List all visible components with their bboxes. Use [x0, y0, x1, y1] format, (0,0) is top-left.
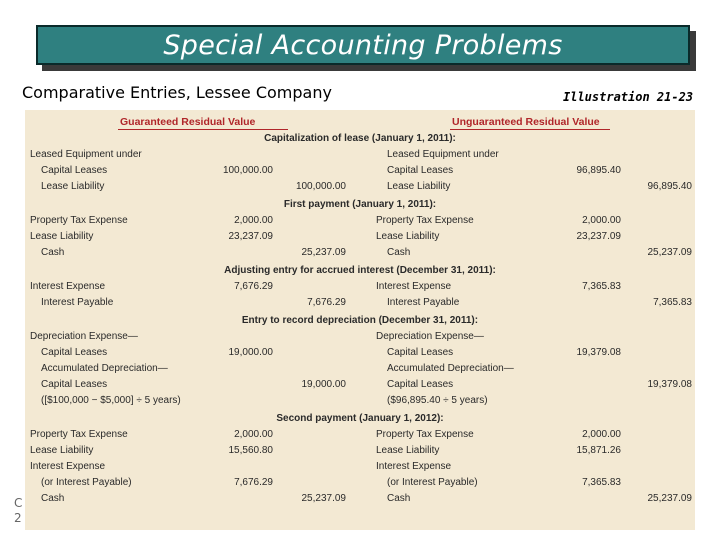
page-title: Special Accounting Problems [163, 29, 563, 61]
left-account: Property Tax Expense [30, 215, 128, 226]
right-debit: 19,379.08 [576, 347, 621, 358]
entry-row [25, 362, 695, 376]
right-account: (or Interest Payable) [387, 477, 478, 488]
section-title: First payment (January 1, 2011): [283, 199, 437, 210]
guaranteed-header: Guaranteed Residual Value [120, 116, 256, 128]
left-debit: 15,560.80 [228, 445, 273, 456]
right-account: Lease Liability [376, 231, 440, 242]
left-account: Cash [41, 493, 65, 504]
entry-row [25, 148, 695, 162]
left-account: Leased Equipment under [30, 149, 142, 160]
right-account: Property Tax Expense [376, 215, 474, 226]
footer-fragment: 2 [14, 511, 22, 525]
illustration-label: Illustration 21-23 [563, 90, 694, 104]
left-debit: 7,676.29 [234, 281, 273, 292]
left-credit: 25,237.09 [301, 247, 346, 258]
left-account: Capital Leases [41, 347, 108, 358]
section-title-row [25, 132, 695, 146]
left-debit: 7,676.29 [234, 477, 273, 488]
left-account: Property Tax Expense [30, 429, 128, 440]
right-debit: 7,365.83 [582, 477, 621, 488]
right-credit: 25,237.09 [647, 247, 692, 258]
right-credit: 25,237.09 [647, 493, 692, 504]
section-title-row [25, 412, 695, 426]
left-account: Interest Expense [30, 461, 106, 472]
right-credit: 7,365.83 [653, 297, 692, 308]
right-debit: 23,237.09 [576, 231, 621, 242]
left-credit: 25,237.09 [301, 493, 346, 504]
left-debit: 23,237.09 [228, 231, 273, 242]
left-account: Lease Liability [41, 181, 105, 192]
right-account: Cash [387, 493, 411, 504]
section-title-row [25, 198, 695, 212]
left-account: Lease Liability [30, 231, 94, 242]
right-account: Accumulated Depreciation— [387, 363, 514, 374]
right-account: Capital Leases [387, 379, 454, 390]
entry-row [25, 296, 695, 310]
section-title: Second payment (January 1, 2012): [276, 413, 444, 424]
left-account: (or Interest Payable) [41, 477, 132, 488]
left-account: Capital Leases [41, 165, 108, 176]
section-title: Adjusting entry for accrued interest (December 31, 2011): [224, 265, 496, 276]
right-account: Cash [387, 247, 411, 258]
right-account: Lease Liability [387, 181, 451, 192]
left-credit: 100,000.00 [295, 181, 346, 192]
entry-row [25, 444, 695, 458]
entry-row [25, 246, 695, 260]
left-account: Lease Liability [30, 445, 94, 456]
right-account: Depreciation Expense— [376, 331, 484, 342]
right-account: ($96,895.40 ÷ 5 years) [387, 395, 488, 406]
right-account: Leased Equipment under [387, 149, 499, 160]
entry-row [25, 230, 695, 244]
left-credit: 7,676.29 [307, 297, 346, 308]
entry-row [25, 346, 695, 360]
left-account: Capital Leases [41, 379, 108, 390]
header-underline [450, 129, 610, 130]
section-title-row [25, 264, 695, 278]
entry-row [25, 476, 695, 490]
right-account: Interest Expense [376, 281, 452, 292]
left-credit: 19,000.00 [301, 379, 346, 390]
left-account: Cash [41, 247, 65, 258]
entry-row [25, 460, 695, 474]
header-underline [118, 129, 288, 130]
section-title: Entry to record depreciation (December 31, 2011): [241, 315, 479, 326]
right-account: Lease Liability [376, 445, 440, 456]
entry-row [25, 164, 695, 178]
right-debit: 7,365.83 [582, 281, 621, 292]
left-account: ([$100,000 − $5,000] ÷ 5 years) [41, 395, 181, 406]
entry-row [25, 378, 695, 392]
title-banner [36, 25, 690, 65]
entry-row [25, 428, 695, 442]
entry-row [25, 492, 695, 506]
entry-row [25, 330, 695, 344]
section-title: Capitalization of lease (January 1, 2011): [264, 133, 456, 144]
right-debit: 96,895.40 [576, 165, 621, 176]
journal-entries-table [25, 110, 695, 530]
left-account: Depreciation Expense— [30, 331, 138, 342]
footer-fragment: C [14, 496, 23, 510]
left-account: Interest Expense [30, 281, 106, 292]
left-debit: 19,000.00 [228, 347, 273, 358]
entry-row [25, 180, 695, 194]
right-debit: 15,871.26 [576, 445, 621, 456]
right-account: Property Tax Expense [376, 429, 474, 440]
right-debit: 2,000.00 [582, 215, 621, 226]
right-account: Interest Payable [387, 297, 460, 308]
right-debit: 2,000.00 [582, 429, 621, 440]
left-account: Accumulated Depreciation— [41, 363, 168, 374]
left-debit: 100,000.00 [222, 165, 273, 176]
left-debit: 2,000.00 [234, 215, 273, 226]
section-title-row [25, 314, 695, 328]
left-account: Interest Payable [41, 297, 114, 308]
right-account: Capital Leases [387, 165, 454, 176]
entry-row [25, 394, 695, 408]
left-debit: 2,000.00 [234, 429, 273, 440]
subtitle: Comparative Entries, Lessee Company [22, 83, 332, 102]
entry-row [25, 280, 695, 294]
right-account: Capital Leases [387, 347, 454, 358]
right-credit: 19,379.08 [647, 379, 692, 390]
unguaranteed-header: Unguaranteed Residual Value [452, 116, 600, 128]
right-account: Interest Expense [376, 461, 452, 472]
right-credit: 96,895.40 [647, 181, 692, 192]
entry-row [25, 214, 695, 228]
